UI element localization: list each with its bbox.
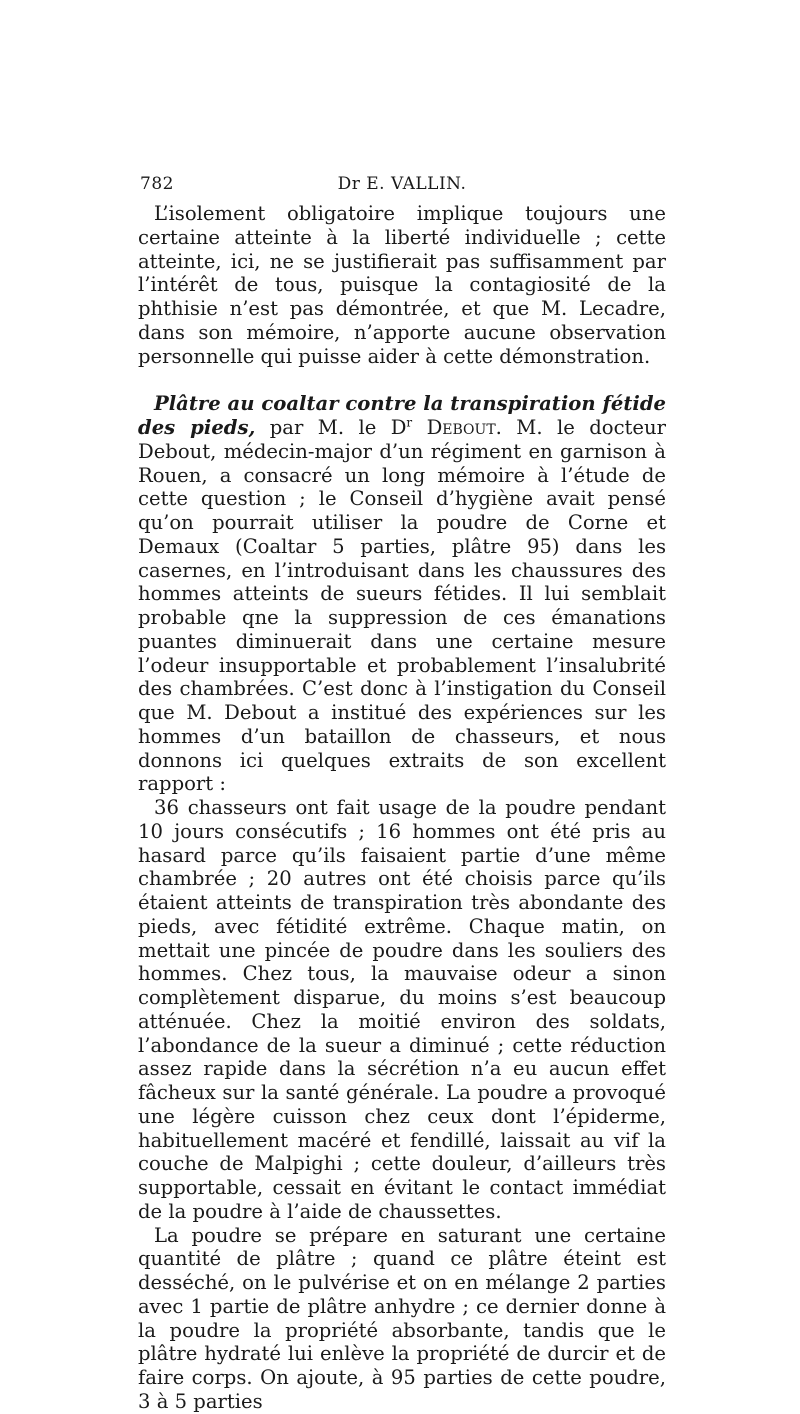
page-number: 782 — [140, 174, 174, 194]
page-header — [138, 168, 666, 200]
platre-body: . M. le docteur Debout, médecin-major d’un régiment en garnison à Rouen, a consacré un long mémoire à l’étude de cette question ; le Conseil d’hygiène avait pensé qu’on pourrait utiliser la poudre de Corne et Demaux (Coaltar 5 parties, plâtre 95) dans les casernes, en l’introduisant dans les chaussures des hommes atteints de sueurs fétides. Il lui semblait probable qne la suppression de ces émanations puantes diminuerait dans une certaine mesure l’odeur insupportable et probablement l’insalubrité des chambrées. C’est donc à l’instigation du Conseil que M. Debout a institué des expériences sur les hommes d’un bataillon de chasseurs, et nous donnons ici quelques extraits de son excellent rapport : — [138, 416, 667, 796]
author-name: Debout — [426, 416, 496, 439]
paragraph-platre — [138, 392, 666, 796]
running-head: Dr E. VALLIN. — [337, 174, 467, 194]
paragraph-chasseurs: 36 chasseurs ont fait usage de la poudre pendant 10 jours consécutifs ; 16 hommes ont été pris au hasard parce qu’ils faisaient partie d’une même chambrée ; 20 autres ont été choisis parce qu’ils étaient atteints de transpiration très abondante des pieds, avec fétidité extrême. Chaque matin, on mettait une pincée de poudre dans les souliers des hommes. Chez tous, la mauvaise odeur a sinon complètement disparue, du moins s’est beaucoup atténuée. Chez la moitié environ des soldats, l’abondance de la sueur a diminué ; cette réduction assez rapide dans la sécrétion n’a eu aucun effet fâcheux sur la santé générale. La poudre a provoqué une légère cuisson chez ceux dont l’épiderme, habituellement macéré et fendillé, laissait au vif la couche de Malpighi ; cette douleur, d’ailleurs très supportable, cessait en évitant le contact immédiat de la poudre à l’aide de chaussettes. — [138, 796, 666, 1223]
section-title: Plâtre au coaltar contre la transpiration fétide des pieds, — [138, 392, 666, 439]
page — [138, 168, 666, 1414]
author-title-sup: r — [406, 415, 413, 430]
paragraph-isolement: L’isolement obligatoire implique toujours une certaine atteinte à la liberté individuelle ; cette atteinte, ici, ne se justifierait pas suffisamment par l’intérêt de tous, puisque la contagiosité de la phthisie n’est pas démontrée, et que M. Lecadre, dans son mémoire, n’apporte aucune observation personnelle qui puisse aider à cette démonstration. — [138, 202, 666, 368]
author-prefix: par M. le D — [269, 416, 407, 439]
paragraph-preparation: La poudre se prépare en saturant une certaine quantité de plâtre ; quand ce plâtre éteint est desséché, on le pulvérise et on en mélange 2 parties avec 1 partie de plâtre anhydre ; ce dernier donne à la poudre la propriété absorbante, tandis que le plâtre hydraté lui enlève la propriété de durcir et de faire corps. On ajoute, à 95 parties de cette poudre, 3 à 5 parties — [138, 1223, 666, 1413]
